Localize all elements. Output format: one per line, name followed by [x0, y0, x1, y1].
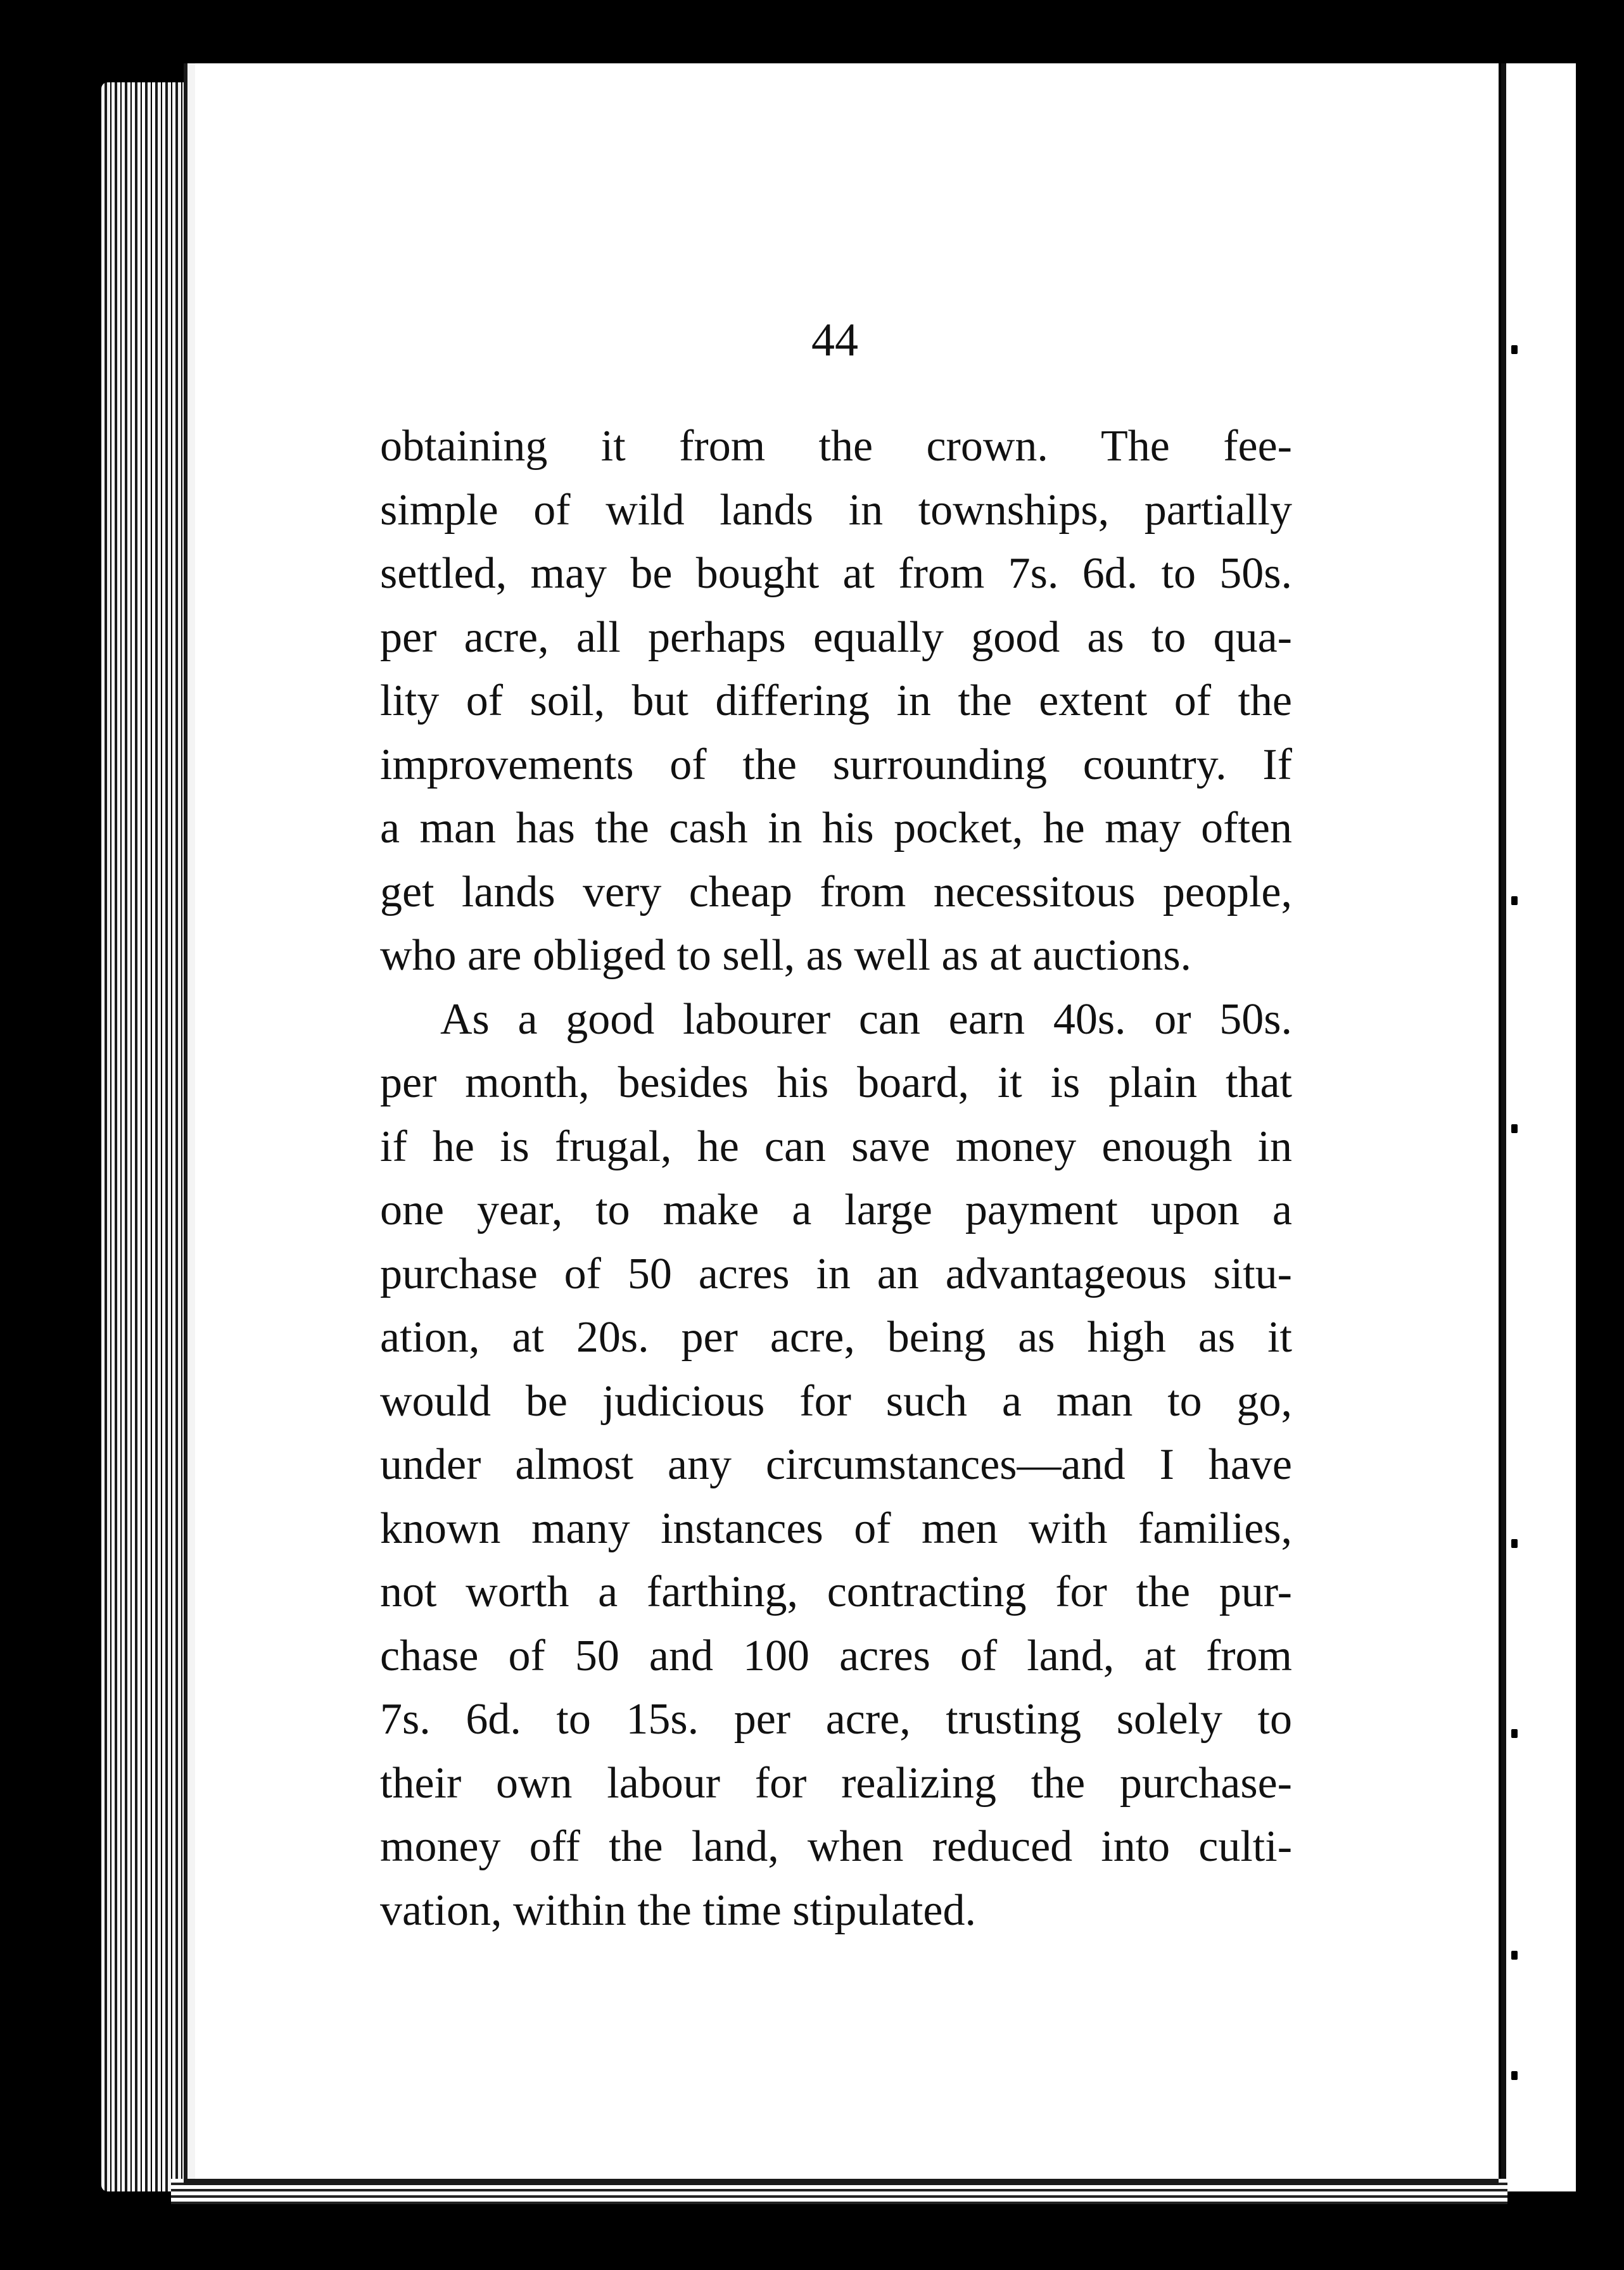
text-line: lity of soil, but differing in the extent of the	[380, 676, 1292, 725]
bound-page-edges	[101, 82, 196, 2191]
text-line: obtaining it from the crown. The fee-	[380, 422, 1292, 471]
text-line: under almost any circumstances—and I have	[380, 1440, 1292, 1489]
text-line: would be judicious for such a man to go,	[380, 1376, 1292, 1426]
text-line: per month, besides his board, it is plain that	[380, 1058, 1292, 1107]
text-line: if he is frugal, he can save money enough in	[380, 1122, 1292, 1171]
text-line: per acre, all perhaps equally good as to qua-	[380, 612, 1292, 662]
text-line: As a good labourer can earn 40s. or 50s.	[440, 994, 1292, 1044]
text-line: purchase of 50 acres in an advantageous situ-	[380, 1249, 1292, 1298]
text-line: not worth a farthing, contracting for the pur-	[380, 1568, 1292, 1616]
text-line: ation, at 20s. per acre, being as high as it	[380, 1313, 1292, 1362]
margin-speck	[1511, 1951, 1518, 1960]
text-line: improvements of the surrounding country. If	[380, 740, 1292, 789]
page-number: 44	[811, 314, 858, 366]
margin-speck	[1511, 1124, 1518, 1133]
text-line: money off the land, when reduced into culti-	[380, 1822, 1292, 1871]
text-line: vation, within the time stipulated.	[380, 1886, 976, 1935]
text-line: who are obliged to sell, as well as at auctions.	[380, 931, 1192, 980]
margin-speck	[1511, 2071, 1518, 2080]
text-line: simple of wild lands in townships, partially	[380, 485, 1292, 535]
body-text	[380, 415, 1292, 1943]
margin-speck	[1511, 1539, 1518, 1548]
text-line: get lands very cheap from necessitous people,	[380, 867, 1292, 916]
margin-speck	[1511, 1729, 1518, 1738]
margin-speck	[1511, 896, 1518, 905]
text-line: one year, to make a large payment upon a	[380, 1186, 1292, 1234]
margin-speck	[1511, 345, 1518, 354]
text-line: settled, may be bought at from 7s. 6d. to 50s.	[380, 549, 1292, 598]
text-line: a man has the cash in his pocket, he may often	[380, 804, 1292, 853]
text-line: known many instances of men with families,	[380, 1504, 1292, 1553]
text-line: chase of 50 and 100 acres of land, at from	[380, 1631, 1292, 1680]
text-line: their own labour for realizing the purchase-	[380, 1758, 1292, 1808]
text-line: 7s. 6d. to 15s. per acre, trusting solely to	[380, 1695, 1292, 1744]
